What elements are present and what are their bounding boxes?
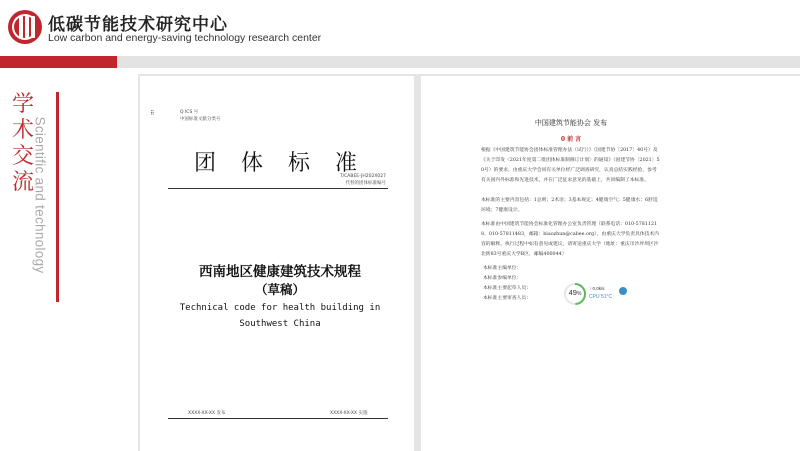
- side-accent-line: [56, 92, 59, 302]
- side-char: 交: [11, 144, 34, 169]
- list-item: 本标准主要起草人员：: [483, 286, 531, 291]
- system-monitor-widget[interactable]: [563, 282, 629, 306]
- standard-number: T/CABEE-JH202X027: [339, 174, 386, 179]
- standard-name-en-line1: Technical code for health building in: [179, 303, 381, 313]
- center-title-cn: 低碳节能技术研究中心: [48, 15, 228, 35]
- list-item: 本标准主编单位：: [483, 266, 522, 271]
- foreword-paragraph-1: 根据《中国建筑节能协会团体标准管理办法（试行）》（国建节协〔2017〕40号）及《关于印发〈2021年度第二批团体标准制修订计划〉的通知》（国建节协〔2021〕50号）的要求，由重庆大学会同有关单位经广泛调查研究，认真总结实践经验，参考有关国内外标准和先进技术，并在广泛征求意见的基础上，共同编制了本标准。: [481, 148, 660, 183]
- standard-name-en-line2: Southwest China: [239, 319, 321, 329]
- cover-title: 团 体 标 准: [194, 151, 366, 176]
- list-item: 本标准参编单位：: [483, 276, 522, 281]
- implement-date: XXXX-XX-XX 实施: [330, 411, 368, 416]
- ics-label: Q ICS 号: [180, 110, 199, 115]
- network-speed: ↑ 0.0k/s: [589, 286, 605, 291]
- side-char: 术: [11, 118, 34, 143]
- header-divider-red: [0, 56, 117, 68]
- gauge-percent: 49%: [568, 288, 582, 297]
- cpu-temperature: CPU 51°C: [589, 294, 613, 300]
- publish-date: XXXX-XX-XX 发布: [188, 411, 226, 416]
- accelerate-icon[interactable]: [619, 287, 627, 295]
- ccs-label: 中国标准文献分类号: [180, 117, 221, 122]
- foreword-paragraph-2: 本标准的主要内容包括：1总则；2术语；3基本规定；4健康空气；5健康水；6舒适环境；7健康设计。: [481, 198, 658, 213]
- publisher-title: 中国建筑节能协会 发布: [534, 119, 608, 127]
- side-char: 学: [11, 92, 34, 117]
- standard-name-cn: 西南地区健康建筑技术规程: [199, 264, 361, 280]
- list-item: 本标准主要审查人员：: [483, 296, 531, 301]
- center-title-en: Low carbon and energy-saving technology research center: [48, 32, 322, 44]
- document-foreword-page: [421, 76, 800, 451]
- center-logo: [8, 10, 42, 44]
- foreword-heading: 0 前 言: [560, 136, 582, 143]
- header-divider-gray: [0, 56, 800, 68]
- grip-icon: ⠿: [150, 110, 155, 117]
- document-cover-page: [140, 76, 414, 451]
- cover-rule-top: [168, 188, 388, 189]
- standard-number-label: 代替的团体标准编号: [345, 181, 386, 186]
- standard-draft-label: （草稿）: [254, 282, 305, 297]
- cover-rule-bottom: [168, 418, 388, 419]
- side-char: 流: [11, 170, 34, 195]
- foreword-paragraph-3: 本标准由中国建筑节能协会标准化管理办公室负责管理（联系电话：010-57811218、010-57811483，邮箱：biaozhun@cabee.org），由重庆大学负责具体技术内容的解释。执行过程中如有意见或建议，请寄送重庆大学（地址：重庆市沙坪坝区沙北街83号重庆大学B区，邮编400044）: [481, 222, 660, 257]
- side-title-en: Scientific and technology: [32, 116, 48, 274]
- standard-name-en: [160, 300, 400, 332]
